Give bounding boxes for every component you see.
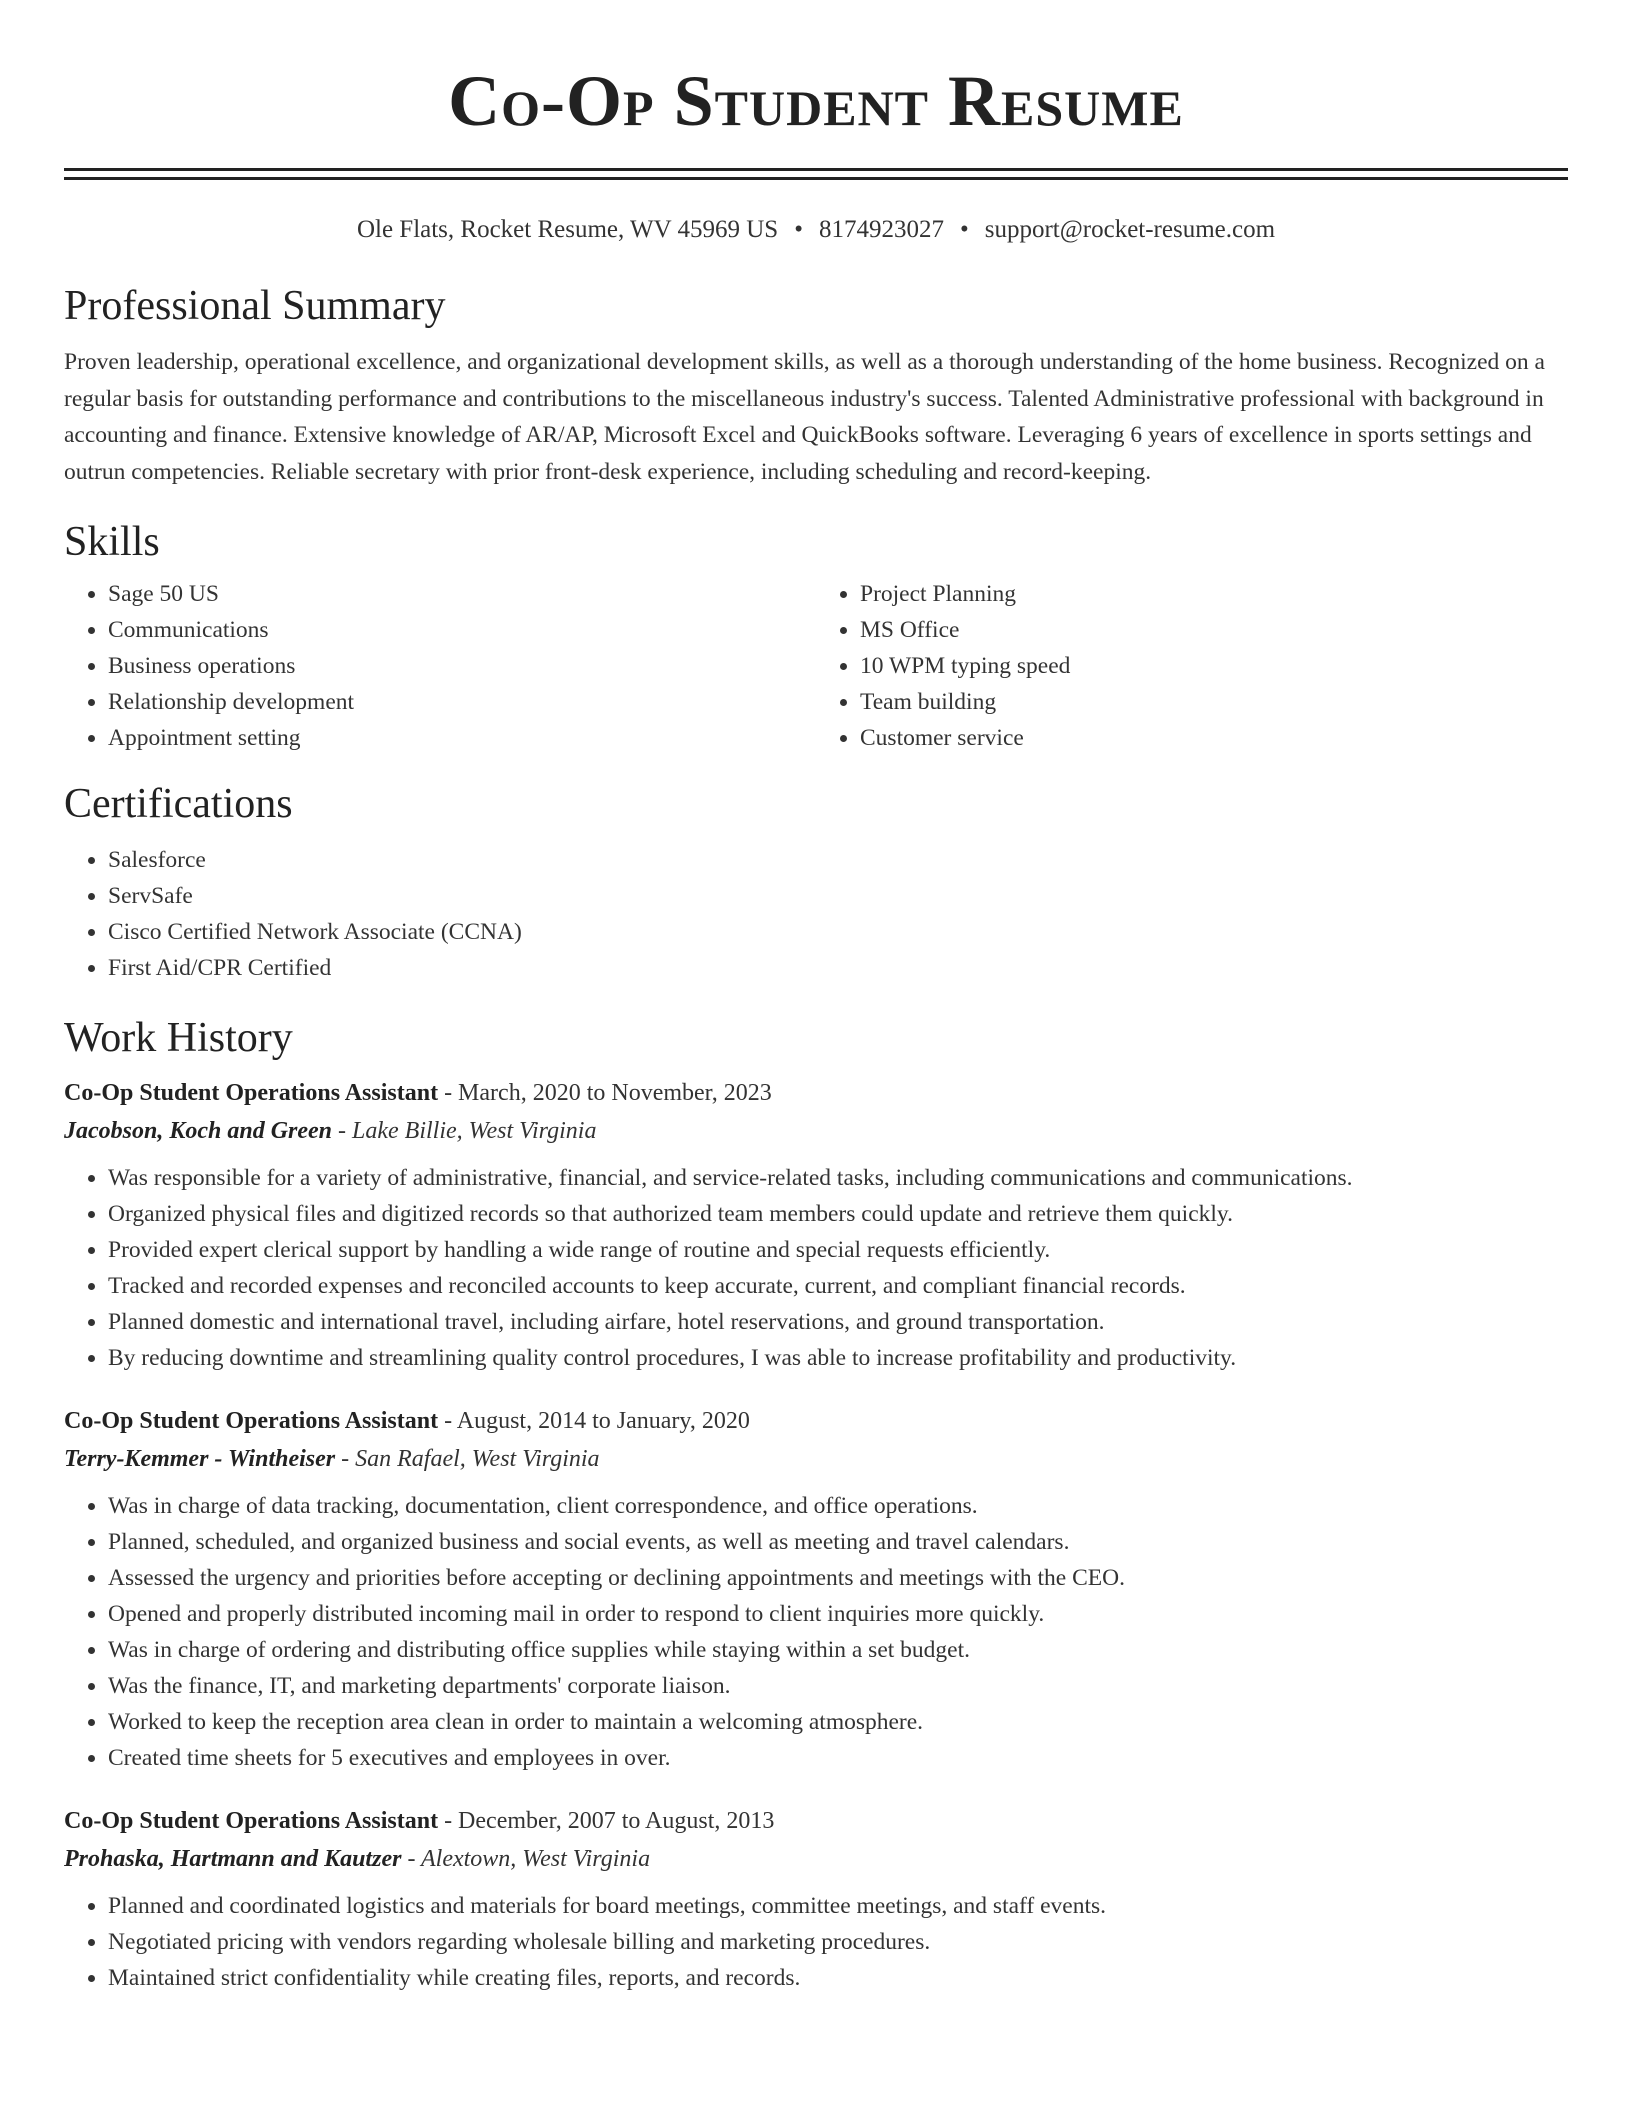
job-bullet: • Provided expert clerical support by handling a wide range of routine and special requests efficiently. — [108, 1232, 1568, 1268]
job-header — [64, 1074, 1568, 1112]
certification-item: • First Aid/CPR Certified — [108, 950, 1568, 986]
skills-list — [64, 576, 1568, 756]
skill-item: • Relationship development — [108, 684, 816, 720]
job-bullet: • Was the finance, IT, and marketing departments' corporate liaison. — [108, 1668, 1568, 1704]
job-bullet: • Maintained strict confidentiality while creating files, reports, and records. — [108, 1960, 1568, 1996]
job-company-line — [64, 1840, 1568, 1878]
job-dates: - March, 2020 to November, 2023 — [438, 1080, 772, 1106]
skill-item: • Communications — [108, 612, 816, 648]
job-bullet: • Created time sheets for 5 executives and employees in over. — [108, 1740, 1568, 1776]
job-bullet: • Assessed the urgency and priorities before accepting or declining appointments and meetings with the CEO. — [108, 1560, 1568, 1596]
contact-separator: • — [794, 216, 803, 243]
summary-heading: Professional Summary — [64, 283, 446, 329]
company-location: - San Rafael, West Virginia — [335, 1446, 600, 1472]
title-divider-top — [64, 168, 1568, 171]
certification-item: • Salesforce — [108, 842, 1568, 878]
job-bullets — [64, 1160, 1568, 1376]
skills-column-right — [816, 576, 1568, 756]
job-dates: - August, 2014 to January, 2020 — [438, 1408, 750, 1434]
skill-item: • MS Office — [860, 612, 1568, 648]
job-title: Co-Op Student Operations Assistant — [64, 1080, 439, 1106]
job-bullet: • By reducing downtime and streamlining quality control procedures, I was able to increase profitability and productivity. — [108, 1340, 1568, 1376]
job-bullets — [64, 1488, 1568, 1776]
job-entry — [64, 1074, 1568, 1376]
job-entry — [64, 1402, 1568, 1776]
skill-item: • 10 WPM typing speed — [860, 648, 1568, 684]
job-header — [64, 1802, 1568, 1840]
company-location: - Alextown, West Virginia — [401, 1846, 651, 1872]
skills-column-left — [64, 576, 816, 756]
skill-item: • Team building — [860, 684, 1568, 720]
summary-text: Proven leadership, operational excellence, and organizational development skills, as well as a thorough understanding of the home business. Recognized on a regular basis for outstanding performance and contributions to the miscellaneous industry's success. Talented Administrative professional with background in accounting and finance. Extensive knowledge of AR/AP, Microsoft Excel and QuickBooks software. Leveraging 6 years of excellence in sports settings and outrun competencies. Reliable secretary with prior front-desk experience, including scheduling and record-keeping. — [64, 349, 1545, 485]
company-name: Terry-Kemmer - Wintheiser — [64, 1446, 336, 1472]
certification-item: • ServSafe — [108, 878, 1568, 914]
job-header — [64, 1402, 1568, 1440]
job-entry — [64, 1802, 1568, 1996]
job-bullet: • Negotiated pricing with vendors regarding wholesale billing and marketing procedures. — [108, 1924, 1568, 1960]
title-divider-bottom — [64, 177, 1568, 180]
job-bullet: • Was in charge of ordering and distributing office supplies while staying within a set budget. — [108, 1632, 1568, 1668]
skill-item: • Customer service — [860, 720, 1568, 756]
job-dates: - December, 2007 to August, 2013 — [438, 1808, 775, 1834]
job-company-line — [64, 1440, 1568, 1478]
work-history-heading: Work History — [64, 1015, 293, 1061]
job-title: Co-Op Student Operations Assistant — [64, 1808, 439, 1834]
job-bullet: • Was responsible for a variety of administrative, financial, and service-related tasks, including communications and communications. — [108, 1160, 1568, 1196]
contact-phone: 8174923027 — [818, 216, 944, 243]
job-bullet: • Opened and properly distributed incoming mail in order to respond to client inquiries more quickly. — [108, 1596, 1568, 1632]
contact-line — [64, 214, 1568, 246]
contact-separator: • — [959, 216, 969, 243]
contact-email: support@rocket-resume.com — [984, 216, 1276, 243]
job-company-line — [64, 1112, 1568, 1150]
job-bullet: • Tracked and recorded expenses and reconciled accounts to keep accurate, current, and compliant financial records. — [108, 1268, 1568, 1304]
company-name: Jacobson, Koch and Green — [64, 1118, 333, 1144]
company-name: Prohaska, Hartmann and Kautzer — [64, 1846, 402, 1872]
job-bullet: • Organized physical files and digitized records so that authorized team members could update and retrieve them quickly. — [108, 1196, 1568, 1232]
job-bullet: • Planned domestic and international travel, including airfare, hotel reservations, and ground transportation. — [108, 1304, 1568, 1340]
skills-heading: Skills — [64, 519, 160, 565]
job-bullet: • Planned and coordinated logistics and materials for board meetings, committee meetings, and staff events. — [108, 1888, 1568, 1924]
job-bullet: • Worked to keep the reception area clean in order to maintain a welcoming atmosphere. — [108, 1704, 1568, 1740]
skill-item: • Business operations — [108, 648, 816, 684]
contact-address: Ole Flats, Rocket Resume, WV 45969 US — [356, 216, 779, 243]
job-bullet: • Was in charge of data tracking, documentation, client correspondence, and office operations. — [108, 1488, 1568, 1524]
job-bullet: • Planned, scheduled, and organized business and social events, as well as meeting and travel calendars. — [108, 1524, 1568, 1560]
certifications-list — [64, 842, 1568, 986]
job-bullets — [64, 1888, 1568, 1996]
skill-item: • Sage 50 US — [108, 576, 816, 612]
job-title: Co-Op Student Operations Assistant — [64, 1408, 439, 1434]
company-location: - Lake Billie, West Virginia — [332, 1118, 597, 1144]
skill-item: • Appointment setting — [108, 720, 816, 756]
certifications-heading: Certifications — [64, 781, 293, 827]
skill-item: • Project Planning — [860, 576, 1568, 612]
certification-item: • Cisco Certified Network Associate (CCNA) — [108, 914, 1568, 950]
resume-title: Co-Op Student Resume — [448, 61, 1184, 141]
